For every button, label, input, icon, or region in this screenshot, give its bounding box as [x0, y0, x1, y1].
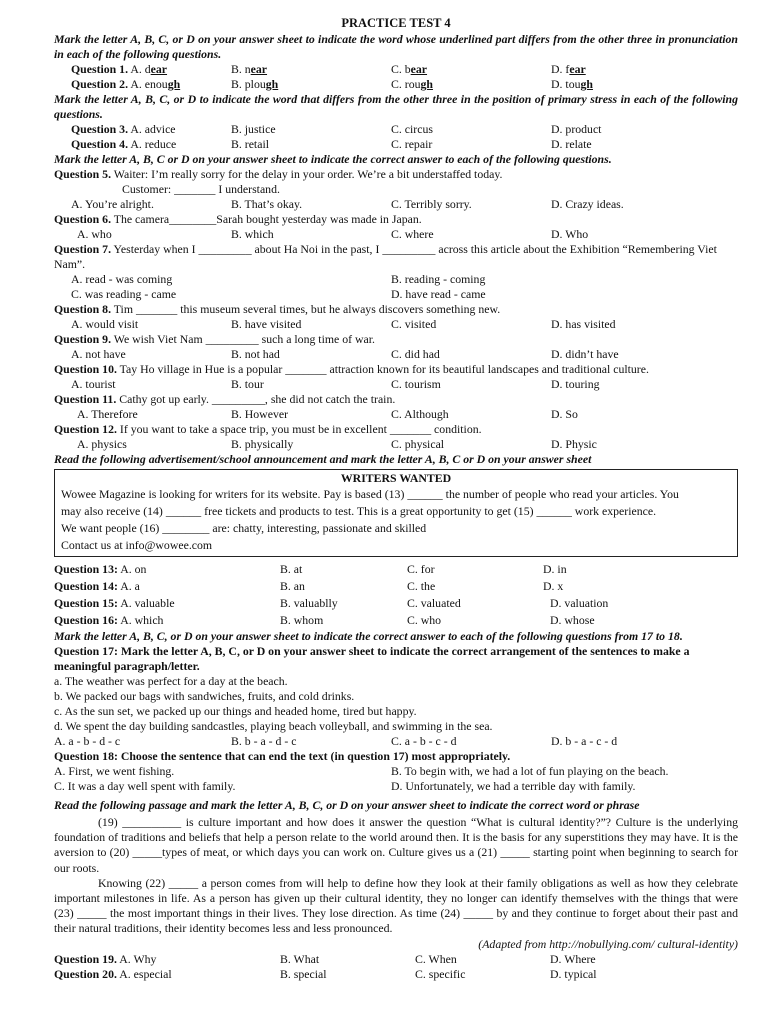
option-b[interactable]: B. tour [231, 377, 264, 391]
option-c[interactable]: C. physical [391, 437, 445, 451]
option-c[interactable]: C. Terribly sorry. [391, 197, 472, 211]
option-b[interactable]: B. valuablly [280, 596, 338, 610]
question-label: Question 2. [71, 77, 129, 91]
option-d[interactable]: D. touring [551, 377, 600, 391]
option-b[interactable]: B. physically [231, 437, 294, 451]
option-c[interactable]: C. where [391, 227, 434, 241]
option-c[interactable]: C. was reading - came [71, 287, 177, 301]
option-c[interactable]: C. a - b - c - d [391, 734, 457, 748]
option-c[interactable]: C. rough [391, 77, 433, 91]
option-a[interactable]: A. which [117, 613, 164, 627]
question-11-stem: Question 11. Cathy got up early. _________, she did not catch the train. [54, 392, 396, 406]
advertisement-box [54, 469, 738, 557]
question-label: Question 20. [54, 966, 117, 981]
option-d[interactable]: D. valuation [550, 596, 609, 610]
question-7-stem: Question 7. Yesterday when I _________ about Ha Noi in the past, I _________ across this article about the Exhibition “Remembering Viet Nam”. [54, 242, 717, 271]
option-c[interactable]: C. tourism [391, 377, 441, 391]
question-label: Question 1. [71, 62, 129, 76]
question-6-options [54, 227, 738, 242]
option-b[interactable]: B. plough [231, 77, 279, 91]
section-2-instruction: Mark the letter A, B, C, or D to indicate the word that differs from the other three in the position of primary stress in each of the following questions. [54, 92, 738, 121]
question-5-stem-2: Customer: _______ I understand. [122, 182, 280, 196]
option-d[interactable]: D. b - a - c - d [551, 734, 618, 748]
option-b[interactable]: B. at [280, 562, 303, 576]
sentence-a: a. The weather was perfect for a day at the beach. [54, 674, 288, 688]
question-8-options [54, 317, 738, 332]
question-8-stem: Question 8. Tim _______ this museum several times, but he always discovers something new. [54, 302, 501, 316]
option-a[interactable]: A. on [117, 562, 147, 576]
question-17-options [54, 734, 738, 749]
option-c[interactable]: C. specific [415, 966, 466, 981]
option-c[interactable]: C. who [407, 613, 442, 627]
option-d[interactable]: D. Who [551, 227, 589, 241]
question-5-options [54, 197, 738, 212]
question-label: Question 3. [71, 122, 129, 136]
question-16 [54, 612, 738, 629]
question-6-stem: Question 6. The camera________Sarah bought yesterday was made in Japan. [54, 212, 422, 226]
passage-source: (Adapted from http://nobullying.com/ cultural-identity) [478, 936, 738, 951]
question-18-options-1 [54, 764, 738, 779]
question-18-options-2 [54, 779, 738, 794]
option-b[interactable]: B. not had [231, 347, 280, 361]
option-b[interactable]: B. b - a - d - c [231, 734, 297, 748]
option-b[interactable]: B. special [280, 966, 327, 981]
question-9-stem: Question 9. We wish Viet Nam _________ such a long time of war. [54, 332, 375, 346]
option-c[interactable]: C. the [407, 579, 436, 593]
option-c[interactable]: C. bear [391, 62, 428, 76]
section-6-instruction: Read the following passage and mark the letter A, B, C, or D on your answer sheet to indicate the correct word or phrase [54, 798, 640, 812]
option-c[interactable]: C. for [407, 562, 435, 576]
question-18-heading: Question 18: Choose the sentence that can end the text (in question 17) most appropriately. [54, 749, 511, 763]
sentence-b: b. We packed our bags with sandwiches, fruits, and cold drinks. [54, 689, 355, 703]
practice-test-page [54, 14, 738, 982]
option-b[interactable]: B. near [231, 62, 268, 76]
section-5-instruction: Mark the letter A, B, C, or D on your answer sheet to indicate the correct answer to each of the following questions from 17 to 18. [54, 629, 683, 643]
advertisement-line-2: may also receive (14) ______ free tickets and products to test. This is a great opportunity to get (15) ______ work experience. [61, 504, 657, 518]
advertisement-line-1: Wowee Magazine is looking for writers for its website. Pay is based (13) ______ the number of people who read your articles. You [61, 487, 679, 501]
question-label: Question 4. [71, 137, 129, 151]
question-10-options [54, 377, 738, 392]
option-d[interactable]: D. x [543, 579, 564, 593]
option-a[interactable]: A. Therefore [77, 407, 138, 421]
option-d[interactable]: D. whose [550, 613, 595, 627]
question-11-options [54, 407, 738, 422]
option-b[interactable]: B. whom [280, 613, 324, 627]
option-d[interactable]: D. tough [551, 77, 593, 91]
option-b[interactable]: B. To begin with, we had a lot of fun playing on the beach. [391, 764, 669, 778]
option-c[interactable]: C. did had [391, 347, 440, 361]
option-d[interactable]: D. Where [550, 951, 596, 966]
question-label: Question 13: [54, 562, 118, 576]
question-9-options [54, 347, 738, 362]
option-c[interactable]: C. Although [391, 407, 449, 421]
question-7-options-2 [54, 287, 738, 302]
option-d[interactable]: D. in [543, 562, 567, 576]
option-a[interactable]: A. read - was coming [71, 272, 173, 286]
question-7-options-1 [54, 272, 738, 287]
question-2: Question 2. A. enough B. plough C. rough D. tough [71, 77, 593, 91]
passage-paragraph-1: (19) __________ is culture important and how does it answer the question “What is cultural identity?”? Culture is the underlying foundation of traditions and beliefs that help a person relate to the world around then. It is the basis for any superstitions they may have. It is the aversion to (20) _____types of meat, or which days you can work on. Culture gives us a (21) _____ starting point when beginning to search for our roots. [54, 815, 738, 875]
option-d[interactable]: D. Physic [551, 437, 597, 451]
option-d[interactable]: D. has visited [551, 317, 616, 331]
question-12-stem: Question 12. If you want to take a space trip, you must be in excellent _______ condition. [54, 422, 482, 436]
page-title: PRACTICE TEST 4 [341, 16, 451, 30]
question-15 [54, 595, 738, 612]
question-4 [54, 137, 738, 152]
question-19 [54, 952, 738, 967]
option-b[interactable]: B. which [231, 227, 274, 241]
option-a[interactable]: A. would visit [71, 317, 139, 331]
question-5-stem: Question 5. Waiter: I’m really sorry for the delay in your order. We’re a bit understaffed today. [54, 167, 503, 181]
option-d[interactable]: D. Unfortunately, we had a terrible day with family. [391, 779, 636, 793]
option-b[interactable]: B. However [231, 407, 289, 421]
option-c[interactable]: C. circus [391, 122, 433, 136]
question-17-heading: Question 17: Mark the letter A, B, C, or D on your answer sheet to indicate the correct arrangement of the sentences to make a meaningful paragraph/letter. [54, 644, 690, 673]
question-12-options [54, 437, 738, 452]
option-c[interactable]: C. visited [391, 317, 437, 331]
sentence-d: d. We spent the day building sandcastles, playing beach volleyball, and swimming in the sea. [54, 719, 493, 733]
option-b[interactable]: B. reading - coming [391, 272, 486, 286]
option-a[interactable]: A. valuable [117, 596, 175, 610]
question-13 [54, 561, 738, 578]
section-3-instruction: Mark the letter A, B, C or D on your answer sheet to indicate the correct answer to each of the following questions. [54, 152, 612, 166]
option-b[interactable]: B. What [280, 951, 320, 966]
option-a[interactable]: A. First, we went fishing. [54, 764, 175, 778]
option-c[interactable]: C. When [415, 951, 457, 966]
option-b[interactable]: B. have visited [231, 317, 302, 331]
option-a[interactable]: A. You’re alright. [71, 197, 154, 211]
question-14 [54, 578, 738, 595]
sentence-c: c. As the sun set, we packed up our things and headed home, tired but happy. [54, 704, 417, 718]
question-3 [54, 122, 738, 137]
option-a[interactable]: A. not have [71, 347, 126, 361]
option-b[interactable]: B. an [280, 579, 305, 593]
option-d[interactable]: D. Crazy ideas. [551, 197, 624, 211]
option-c[interactable]: C. repair [391, 137, 433, 151]
option-b[interactable]: B. retail [231, 137, 270, 151]
option-d[interactable]: D. typical [550, 966, 597, 981]
option-a[interactable]: A. Why [116, 951, 157, 966]
option-a[interactable]: A. a - b - d - c [54, 734, 121, 748]
advertisement-line-3: We want people (16) ________ are: chatty, interesting, passionate and skilled [61, 521, 427, 535]
option-c[interactable]: C. valuated [407, 596, 461, 610]
option-a[interactable]: A. tourist [71, 377, 116, 391]
question-label: Question 14: [54, 579, 118, 593]
option-a[interactable]: A. who [77, 227, 112, 241]
option-a[interactable]: A. advice [130, 122, 176, 136]
question-20 [54, 967, 738, 982]
option-b[interactable]: B. justice [231, 122, 276, 136]
question-label: Question 19. [54, 951, 117, 966]
advertisement-title: WRITERS WANTED [340, 471, 452, 485]
question-1: Question 1. A. dear B. near C. bear D. fear [71, 62, 586, 76]
option-c[interactable]: C. It was a day well spent with family. [54, 779, 236, 793]
option-d[interactable]: D. So [551, 407, 578, 421]
option-a[interactable]: A. reduce [130, 137, 177, 151]
question-label: Question 16: [54, 613, 118, 627]
section-4-instruction: Read the following advertisement/school announcement and mark the letter A, B, C or D on your answer sheet [54, 452, 592, 466]
option-d[interactable]: D. have read - came [391, 287, 486, 301]
option-b[interactable]: B. That’s okay. [231, 197, 303, 211]
option-a[interactable]: A. a [117, 579, 140, 593]
option-a[interactable]: A. physics [77, 437, 127, 451]
advertisement-line-4: Contact us at info@wowee.com [61, 538, 213, 552]
option-d[interactable]: D. didn’t have [551, 347, 619, 361]
option-d[interactable]: D. fear [551, 62, 586, 76]
option-a[interactable]: A. especial [116, 966, 172, 981]
option-d[interactable]: D. product [551, 122, 602, 136]
passage-paragraph-2: Knowing (22) _____ a person comes from will help to define how they look at their family obligations as well as how they celebrate important milestones in life. As a person has given up their cultural identity, they no longer can identify themselves with the things that were (23) _____ the most important things in their lives. They lose direction. As time (24) _____ by and they continue to forget about their past and their natural traditions, their identity becomes less and less pronounced. [54, 875, 738, 936]
section-1-instruction: Mark the letter A, B, C, or D on your answer sheet to indicate the word whose underlined part differs from the other three in pronunciation in each of the following questions. [54, 32, 738, 61]
question-label: Question 15: [54, 596, 118, 610]
question-10-stem: Question 10. Tay Ho village in Hue is a popular _______ attraction known for its beautiful landscapes and traditional culture. [54, 362, 649, 376]
option-d[interactable]: D. relate [551, 137, 592, 151]
